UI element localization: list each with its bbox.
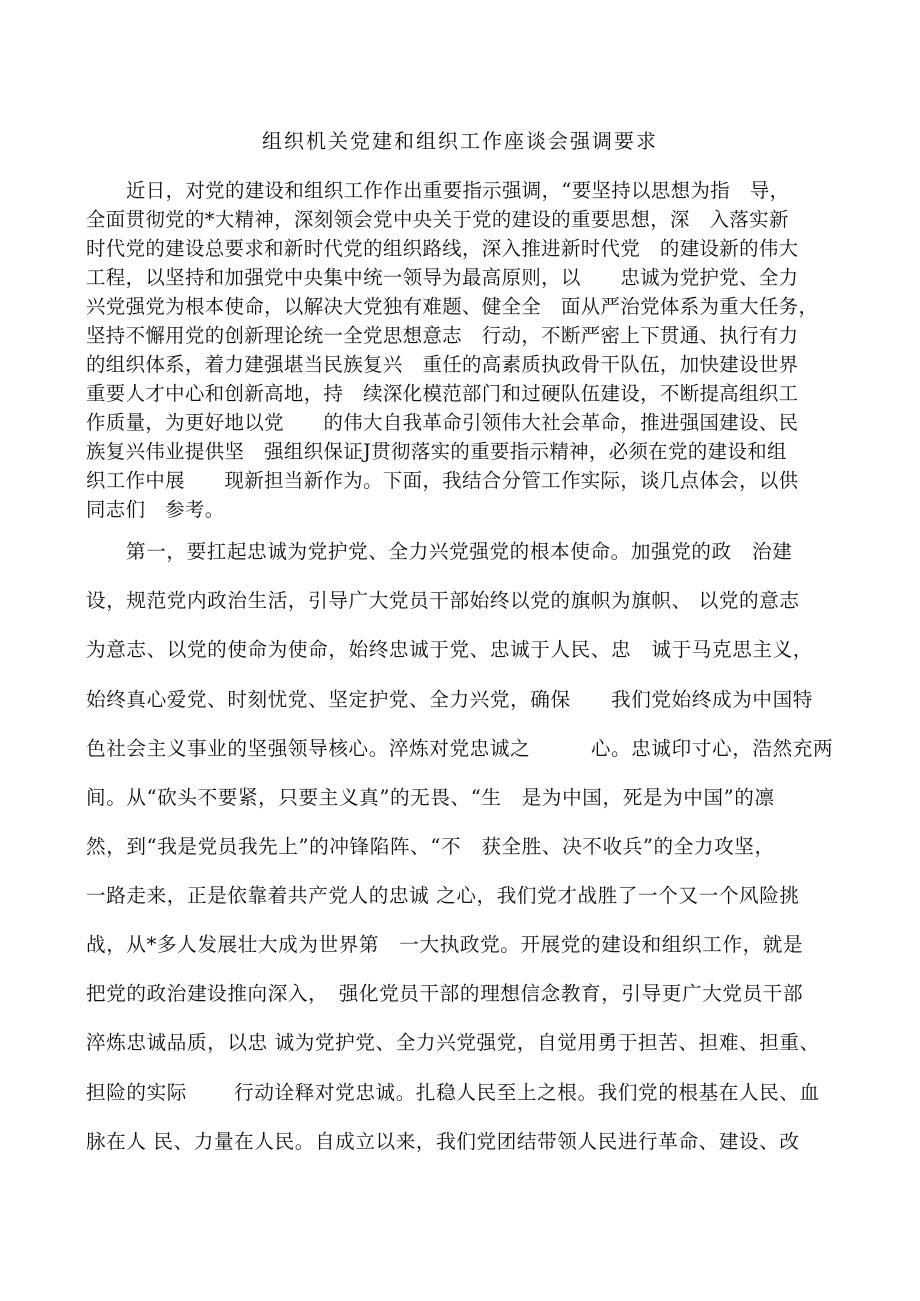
document-title: 组织机关党建和组织工作座谈会强调要求 <box>262 129 658 153</box>
paragraph-1-line-3: 时代党的建设总要求和新时代党的组织路线，深入推进新时代党 的建设新的伟大 <box>86 237 799 260</box>
paragraph-2-line-4: 始终真心爱党、时刻忧党、坚定护党、全力兴党，确保 我们党始终成为中国特 <box>86 688 813 711</box>
paragraph-1-line-6: 坚持不懈用党的创新理论统一全党思想意志 行动，不断严密上下贯通、执行有力 <box>86 324 799 347</box>
paragraph-2-line-3: 为意志、以党的使命为使命，始终忠诚于党、忠诚于人民、忠 诚于马克思主义， <box>86 638 813 661</box>
paragraph-1-line-4: 工程，以坚持和加强党中央集中统一领导为最高原则，以 忠诚为党护党、全力 <box>86 266 799 289</box>
paragraph-1-line-8: 重要人才中心和创新高地，持 续深化模范部门和过硬队伍建设，不断提高组织工 <box>86 382 799 405</box>
paragraph-2-line-11: 淬炼忠诚品质，以忠 诚为党护党、全力兴党强党，自觉用勇于担苦、担难、担重、 <box>86 1031 820 1054</box>
paragraph-2-line-1: 第一，要扛起忠诚为党护党、全力兴党强党的根本使命。加强党的政 治建 <box>126 540 793 563</box>
paragraph-2-line-2: 设，规范党内政治生活，引导广大党员干部始终以党的旗帜为旗帜、 以党的意志 <box>86 589 800 612</box>
paragraph-2-line-13: 脉在人 民、力量在人民。自成立以来，我们党团结带领人民进行革命、建设、改 <box>86 1130 800 1153</box>
paragraph-2-line-7: 然，到“我是党员我先上”的冲锋陷阵、“不 获全胜、决不收兵”的全力攻坚， <box>86 835 775 858</box>
paragraph-1-line-2: 全面贯彻党的*大精神，深刻领会党中央关于党的建设的重要思想，深 入落实新 <box>86 208 789 231</box>
paragraph-2-line-5: 色社会主义事业的坚强领导核心。淬炼对党忠诚之 心。忠诚印寸心，浩然充两 <box>86 737 834 760</box>
paragraph-1-line-7: 的组织体系，着力建强堪当民族复兴 重任的高素质执政骨干队伍，加快建设世界 <box>86 353 799 376</box>
paragraph-1-line-12: 同志们 参考。 <box>86 498 225 521</box>
paragraph-2-line-6: 间。从“砍头不要紧，只要主义真”的无畏、“生 是为中国，死是为中国”的凛 <box>86 786 775 809</box>
paragraph-1-line-9: 作质量，为更好地以党 的伟大自我革命引领伟大社会革命，推进强国建设、民 <box>86 411 799 434</box>
paragraph-1-line-11: 织工作中展 现新担当新作为。下面，我结合分管工作实际，谈几点体会，以供 <box>86 469 799 492</box>
paragraph-1-line-5: 兴党强党为根本使命，以解决大党独有难题、健全全 面从严治党体系为重大任务， <box>86 295 819 318</box>
paragraph-2-line-12: 担险的实际 行动诠释对党忠诚。扎稳人民至上之根。我们党的根基在人民、血 <box>86 1081 820 1104</box>
paragraph-2-line-9: 战，从*多人发展壮大成为世界第 一大执政党。开展党的建设和组织工作，就是 <box>86 933 804 956</box>
paragraph-2-line-8: 一路走来，正是依靠着共产党人的忠诚 之心，我们党才战胜了一个又一个风险挑 <box>86 884 800 907</box>
paragraph-1-line-1: 近日，对党的建设和组织工作作出重要指示强调，“要坚持以思想为指 导， <box>126 179 790 202</box>
paragraph-1-line-10: 族复兴伟业提供坚 强组织保证J贯彻落实的重要指示精神，必须在党的建设和组 <box>86 440 787 463</box>
paragraph-2-line-10: 把党的政治建设推向深入， 强化党员干部的理想信念教育，引导更广大党员干部 <box>86 982 804 1005</box>
